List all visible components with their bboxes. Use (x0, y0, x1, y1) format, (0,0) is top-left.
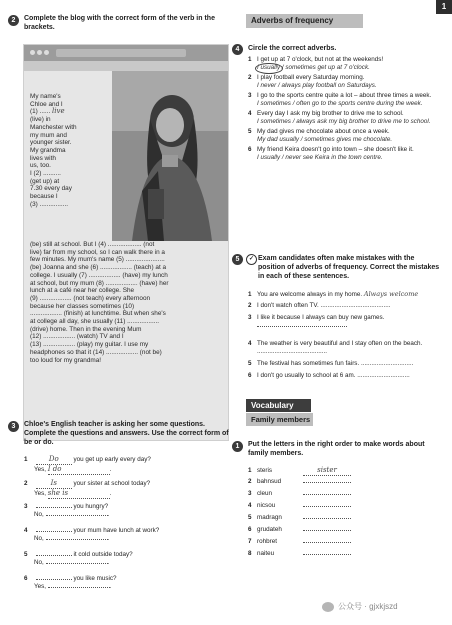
list-item: 3 I go to the sports centre quite a lot – about three times a week. I sometimes / often go to the sports centre during the week. (248, 92, 432, 107)
exam-tip-icon: ✓ (246, 254, 257, 265)
list-item: 5 My dad gives me chocolate about once a week. My dad usually / sometimes gives me chocolate. (248, 128, 393, 143)
family-members-subheader: Family members (246, 413, 313, 426)
list-item: 3 you hungry? No, . (24, 503, 110, 518)
vocab-exercise-1-number: 1 (232, 441, 243, 452)
list-item: 7 rohbret (248, 538, 388, 550)
list-item: 6 you like music? Yes, . (24, 575, 117, 590)
exercise-5-instruction: Exam candidates often make mistakes with the position of adverbs of frequency. Correct the mistakes in each of these sentences. (258, 255, 440, 280)
list-item: 4 your mum have lunch at work? No, . (24, 527, 160, 542)
vocab-exercise-1-instruction: Put the letters in the right order to make words about family members. (248, 441, 425, 457)
blog-text-full: (be) still at school. But I (4) ................... (not live) far from my school, so I can walk there in a few minutes. My mum's name (5) ...................... (be) Joanna and she (6) .................. (teach) at a college. I usually (7) .................. (have) my lunch at school, but my mum (8) .................. (have) her lunch at a café near her college. She (9) .................. (not teach) every afternoon because her classes sometimes (10) .................. (finish) at lunchtime. But when she's at college all day, she usually (11) .................. (drive) home. Then in the evening Mum (12) .................. (watch) TV and I (13) .................. (play) my guitar. I use my headphones so that it (14) .................. (not be) too loud for my grandma! (30, 241, 169, 364)
page-tab: 1 (436, 0, 452, 14)
list-item: 2 bahnsud (248, 478, 388, 490)
adverbs-header: Adverbs of frequency (246, 14, 363, 28)
blog-text-left: My name's Chloe and I (1) ...... live (live) in Manchester with my mum and younger sister. My grandma lives with us, too. I (2) .......... (get up) at 7.30 every day because I (3) ................ (30, 93, 77, 208)
list-item: 4 Every day I ask my big brother to drive me to school. I sometimes / always ask my big brother to drive me to school. (248, 110, 431, 125)
exercise-3-list (24, 455, 224, 599)
list-item: 6 grudateh (248, 526, 388, 538)
list-item: 5 The festival has sometimes fun fairs. .............................. (248, 360, 414, 367)
list-item: 6 I don't go usually to school at 6 am. .............................. (248, 372, 410, 379)
exercise-3-number: 3 (8, 421, 19, 432)
exercise-3-instruction: Chloe's English teacher is asking her some questions. Complete the questions and answers. Use the correct form of be or do. (24, 421, 229, 446)
blog-card (23, 44, 229, 441)
list-item: 1 Do you get up early every day? Yes, I do . (24, 455, 151, 473)
handwritten-correction: Always welcome (363, 290, 419, 298)
list-item: 6 My friend Keira doesn't go into town – she doesn't like it. I usually / never see Keira in the town centre. (248, 146, 414, 161)
list-item: 3 I like it because I always can buy new games. (248, 314, 442, 340)
list-item: 3 cleun (248, 490, 388, 502)
handwritten-answer: Is (50, 479, 57, 487)
list-item: 5 madragn (248, 514, 388, 526)
exercise-2-number: 2 (8, 15, 19, 26)
list-item: 4 nicsou (248, 502, 388, 514)
list-item: 2 I don't watch often TV. ........................................ (248, 302, 391, 309)
watermark: 公众号 · gjxkjszd (322, 601, 398, 612)
exercise-4-list (248, 56, 438, 164)
vocab-exercise-1-list (248, 466, 388, 562)
circled-answer-mark (255, 63, 283, 74)
vocabulary-header: Vocabulary (246, 399, 311, 412)
exercise-5-number: 5 (232, 254, 243, 265)
exercise-4-number: 4 (232, 44, 243, 55)
exercise-5-list (248, 290, 442, 384)
list-item: 2 Is your sister at school today? Yes, she is . (24, 479, 151, 497)
wechat-icon (322, 602, 334, 612)
list-item: 8 naiteu (248, 550, 388, 562)
list-item: 4 The weather is very beautiful and I stay often on the beach. ........................................ (248, 340, 423, 355)
exercise-4-instruction: Circle the correct adverbs. (248, 45, 337, 52)
list-item: 2 I play football every Saturday morning. I never / always play football on Saturdays. (248, 74, 377, 89)
list-item: 1 You are welcome always in my home. Always welcome (248, 290, 419, 298)
exercise-2-instruction: Complete the blog with the correct form of the verb in the brackets. (24, 15, 215, 31)
list-item: 1 steris sister (248, 466, 388, 478)
handwritten-answer: Do (48, 455, 59, 463)
handwritten-answer-1: live (52, 107, 65, 116)
blog-header-strip (24, 45, 228, 61)
list-item: 5 it cold outside today? No, . (24, 551, 133, 566)
list-item: 1 I get up at 7 o'clock, but not at the weekends! I usually / sometimes get up at 7 o'clock. (248, 56, 438, 72)
girl-photo (112, 71, 228, 241)
